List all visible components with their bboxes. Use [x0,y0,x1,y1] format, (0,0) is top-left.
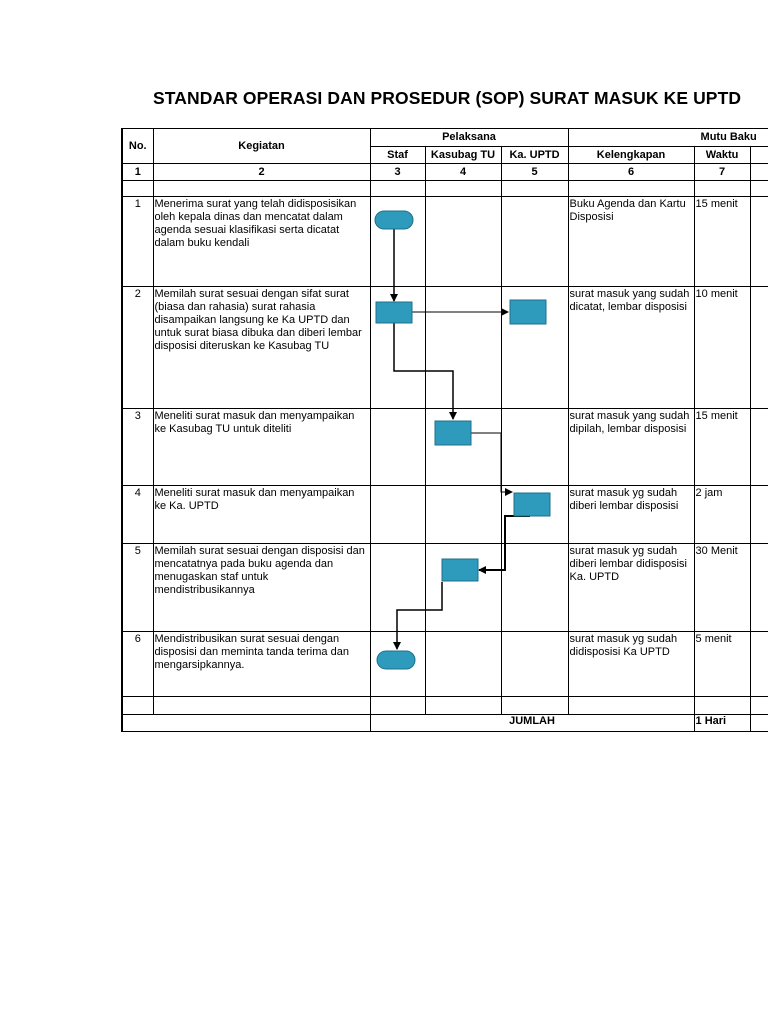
colnum-7: 7 [694,164,750,181]
total-waktu: 1 Hari [694,715,750,732]
row-waktu: 2 jam [694,486,750,544]
row-no: 3 [122,409,153,486]
spacer-row [122,697,768,715]
row-kelengkapan: surat masuk yg sudah diberi lembar disposisi [568,486,694,544]
row-kelengkapan: surat masuk yang sudah dicatat, lembar disposisi [568,287,694,409]
row-waktu: 5 menit [694,632,750,697]
header-mutu-extra [750,147,768,164]
row-waktu: 15 menit [694,409,750,486]
row-no: 5 [122,544,153,632]
header-ka-uptd: Ka. UPTD [501,147,568,164]
row-kegiatan: Meneliti surat masuk dan menyampaikan ke Ka. UPTD [153,486,370,544]
row-kelengkapan: surat masuk yg sudah didisposisi Ka UPTD [568,632,694,697]
table-row [122,287,768,409]
colnum-extra [750,164,768,181]
header-mutu-baku: Mutu Baku [568,129,768,147]
header-pelaksana: Pelaksana [370,129,568,147]
colnum-3: 3 [370,164,425,181]
colnum-6: 6 [568,164,694,181]
spacer-row [122,181,768,197]
table-row [122,632,768,697]
table-row [122,486,768,544]
row-kegiatan: Memilah surat sesuai dengan disposisi dan mencatatnya pada buku agenda dan menugaskan staf untuk mendistribusikannya [153,544,370,632]
row-no: 6 [122,632,153,697]
colnum-5: 5 [501,164,568,181]
header-kegiatan: Kegiatan [153,129,370,164]
row-kegiatan: Memilah surat sesuai dengan sifat surat (biasa dan rahasia) surat rahasia disampaikan langsung ke Ka UPTD dan untuk surat biasa dibuka dan diberi lembar disposisi diteruskan ke Kasubag TU [153,287,370,409]
row-kegiatan: Menerima surat yang telah didisposisikan oleh kepala dinas dan mencatat dalam agenda sesuai klasifikasi serta dicatat dalam buku kendali [153,197,370,287]
row-kelengkapan: surat masuk yang sudah dipilah, lembar disposisi [568,409,694,486]
jumlah-row [122,715,768,732]
table-row [122,409,768,486]
row-waktu: 30 Menit [694,544,750,632]
row-waktu: 15 menit [694,197,750,287]
row-waktu: 10 menit [694,287,750,409]
sop-table [121,128,768,732]
row-kegiatan: Mendistribusikan surat sesuai dengan disposisi dan meminta tanda terima dan mengarsipkannya. [153,632,370,697]
table-row [122,544,768,632]
column-number-row [122,164,768,181]
row-no: 2 [122,287,153,409]
row-kelengkapan: surat masuk yg sudah diberi lembar didisposisi Ka. UPTD [568,544,694,632]
row-kelengkapan: Buku Agenda dan Kartu Disposisi [568,197,694,287]
header-kelengkapan: Kelengkapan [568,147,694,164]
header-kasubag-tu: Kasubag TU [425,147,501,164]
row-no: 4 [122,486,153,544]
colnum-4: 4 [425,164,501,181]
header-no: No. [122,129,153,164]
row-no: 1 [122,197,153,287]
jumlah-label: JUMLAH [370,715,694,732]
header-staf: Staf [370,147,425,164]
header-waktu: Waktu [694,147,750,164]
colnum-2: 2 [153,164,370,181]
header-row-1 [122,129,768,147]
table-row [122,197,768,287]
colnum-1: 1 [122,164,153,181]
document-title: STANDAR OPERASI DAN PROSEDUR (SOP) SURAT MASUK KE UPTD [153,88,742,108]
row-kegiatan: Meneliti surat masuk dan menyampaikan ke Kasubag TU untuk diteliti [153,409,370,486]
